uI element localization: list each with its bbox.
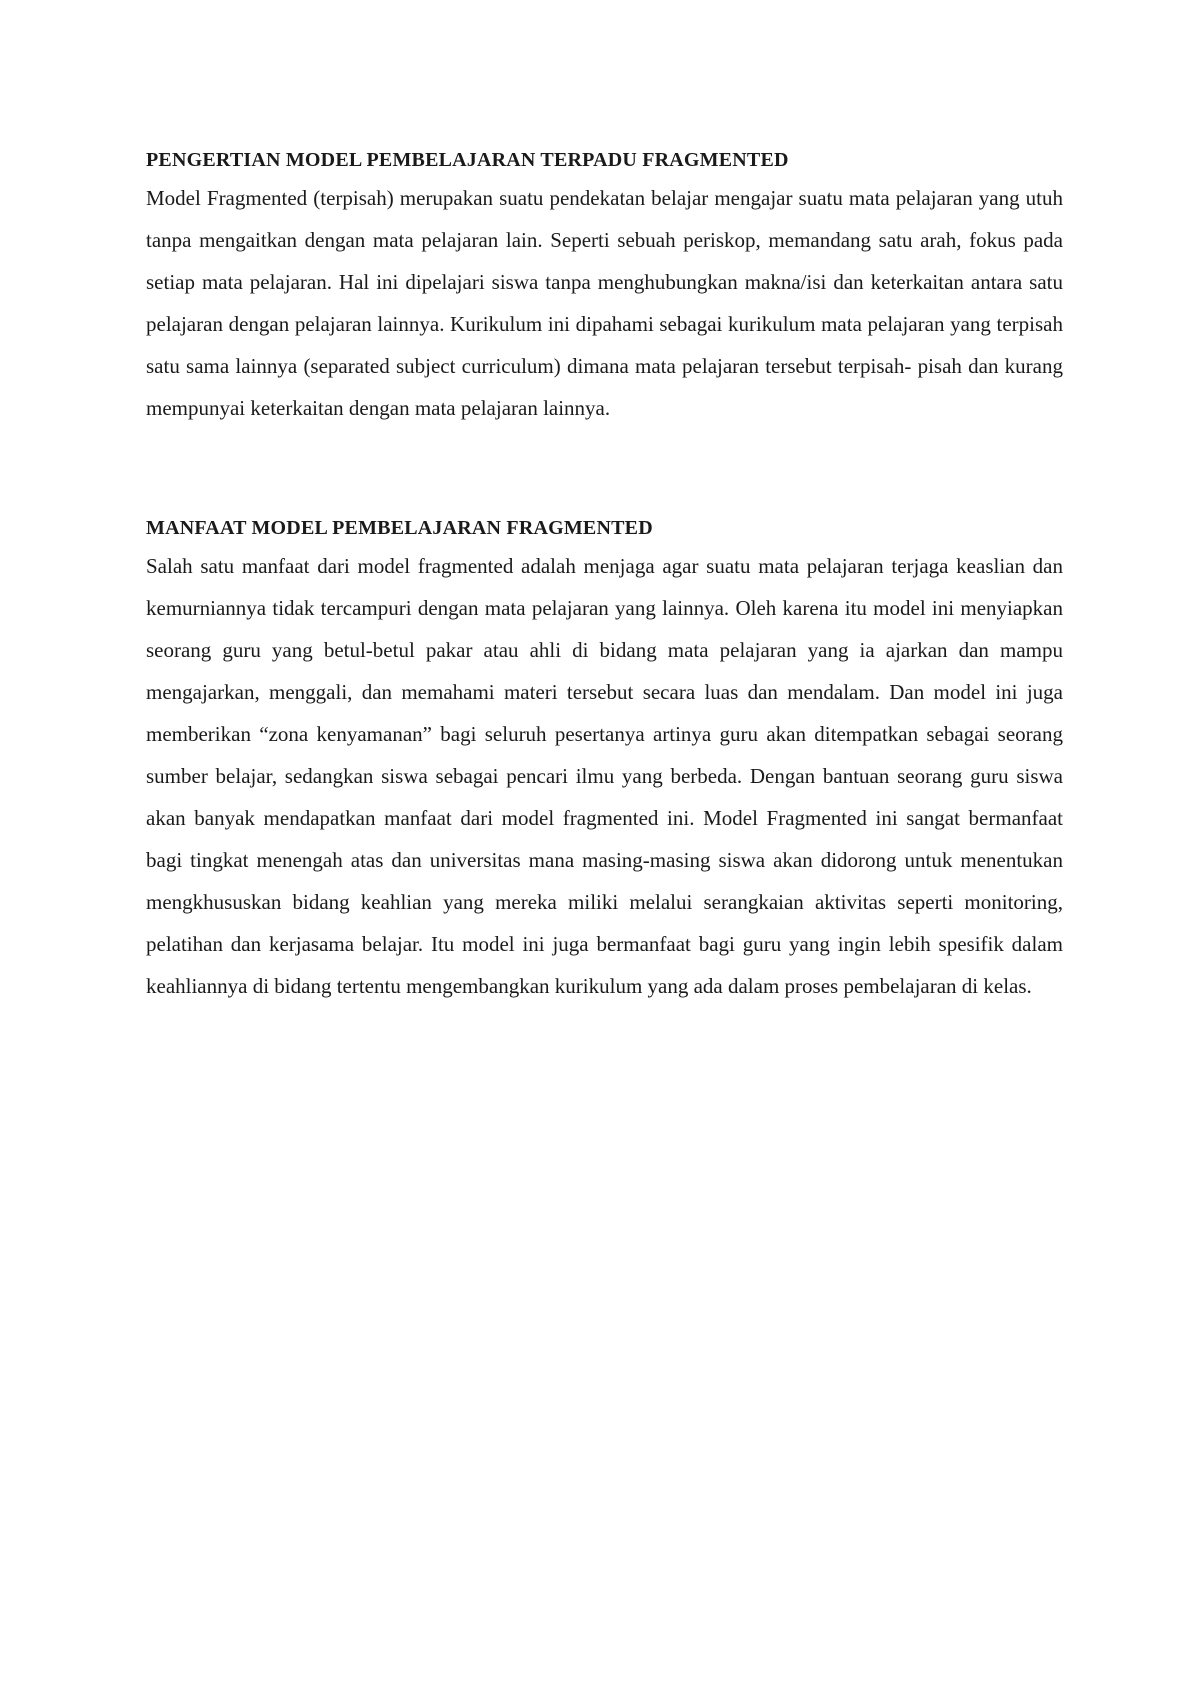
section-title: MANFAAT MODEL PEMBELAJARAN FRAGMENTED [146, 517, 653, 539]
section-pengertian [146, 143, 1063, 429]
section-manfaat [146, 511, 1063, 1007]
section-paragraph: Model Fragmented (terpisah) merupakan suatu pendekatan belajar mengajar suatu mata pelajaran yang utuh tanpa mengaitkan dengan mata pelajaran lain. Seperti sebuah periskop, memandang satu arah, fokus pada setiap mata pelajaran. Hal ini dipelajari siswa tanpa menghubungkan makna/isi dan keterkaitan antara satu pelajaran dengan pelajaran lainnya. Kurikulum ini dipahami sebagai kurikulum mata pelajaran yang terpisah satu sama lainnya (separated subject curriculum) dimana mata pelajaran tersebut terpisah- pisah dan kurang mempunyai keterkaitan dengan mata pelajaran lainnya. [146, 186, 1063, 420]
section-title: PENGERTIAN MODEL PEMBELAJARAN TERPADU FRAGMENTED [146, 149, 789, 171]
section-paragraph: Salah satu manfaat dari model fragmented adalah menjaga agar suatu mata pelajaran terjaga keaslian dan kemurniannya tidak tercampuri dengan mata pelajaran yang lainnya. Oleh karena itu model ini menyiapkan seorang guru yang betul-betul pakar atau ahli di bidang mata pelajaran yang ia ajarkan dan mampu mengajarkan, menggali, dan memahami materi tersebut secara luas dan mendalam. Dan model ini juga memberikan “zona kenyamanan” bagi seluruh pesertanya artinya guru akan ditempatkan sebagai seorang sumber belajar, sedangkan siswa sebagai pencari ilmu yang berbeda. Dengan bantuan seorang guru siswa akan banyak mendapatkan manfaat dari model fragmented ini. Model Fragmented ini sangat bermanfaat bagi tingkat menengah atas dan universitas mana masing-masing siswa akan didorong untuk menentukan mengkhususkan bidang keahlian yang mereka miliki melalui serangkaian aktivitas seperti monitoring, pelatihan dan kerjasama belajar. Itu model ini juga bermanfaat bagi guru yang ingin lebih spesifik dalam keahliannya di bidang tertentu mengembangkan kurikulum yang ada dalam proses pembelajaran di kelas. [146, 554, 1063, 998]
document-content [146, 143, 1063, 1007]
